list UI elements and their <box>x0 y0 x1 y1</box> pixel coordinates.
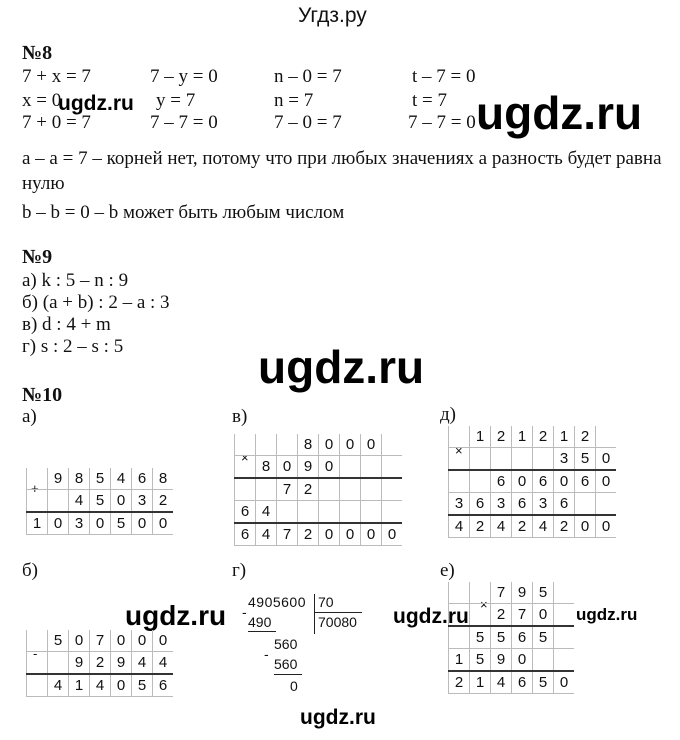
grid-cell: 5 <box>470 649 491 672</box>
grid-cell: 3 <box>554 448 575 471</box>
grid-cell: 0 <box>69 630 90 652</box>
grid-cell: 8 <box>153 468 174 490</box>
grid-cell: 5 <box>575 448 596 471</box>
grid-cell: 0 <box>596 515 617 538</box>
grid-cell: 2 <box>298 523 319 546</box>
watermark: ugdz.ru <box>393 605 469 628</box>
grid-row <box>449 426 617 448</box>
grid-row <box>235 523 403 546</box>
grid-cell: 9 <box>48 468 69 490</box>
grid-cell <box>449 582 470 604</box>
multiplication-grid-d <box>448 426 616 538</box>
grid-cell: 4 <box>256 523 277 546</box>
grid-cell: 0 <box>382 523 403 546</box>
grid-cell: 0 <box>512 470 533 493</box>
grid-row <box>27 630 174 652</box>
watermark: ugdz.ru <box>58 92 134 115</box>
grid-cell: 4 <box>90 674 111 697</box>
exercise-9-title: №9 <box>22 246 53 268</box>
grid-cell: 5 <box>491 626 512 649</box>
quotient: 70080 <box>318 614 357 630</box>
exercise-8-note-2: b – b = 0 – b может быть любым числом <box>22 202 345 223</box>
part-b-label: б) <box>22 560 38 581</box>
grid-cell <box>48 490 69 513</box>
grid-cell <box>340 501 361 524</box>
grid-cell: 0 <box>533 604 554 627</box>
subtrahend-1: 490 <box>248 614 272 630</box>
grid-cell <box>27 674 48 697</box>
grid-cell <box>596 426 617 448</box>
grid-row <box>27 674 174 697</box>
grid-cell: 3 <box>449 493 470 516</box>
grid-cell: 3 <box>491 493 512 516</box>
grid-cell: 2 <box>512 515 533 538</box>
grid-cell: 8 <box>256 456 277 479</box>
grid-cell <box>277 501 298 524</box>
grid-cell: 0 <box>48 512 69 535</box>
grid-cell: 8 <box>298 434 319 456</box>
grid-cell <box>340 478 361 501</box>
grid-cell: 6 <box>533 470 554 493</box>
grid-cell <box>533 649 554 672</box>
grid-cell: 5 <box>111 512 132 535</box>
grid-cell: 6 <box>235 523 256 546</box>
grid-cell: 7 <box>90 630 111 652</box>
remainder-step: 560 <box>274 636 298 652</box>
grid-cell: 4 <box>491 515 512 538</box>
grid-cell <box>319 478 340 501</box>
grid-cell: 1 <box>449 649 470 672</box>
watermark: ugdz.ru <box>576 605 638 624</box>
grid-cell <box>470 604 491 627</box>
grid-cell: 0 <box>596 448 617 471</box>
watermark: ugdz.ru <box>125 600 227 631</box>
grid-cell <box>575 493 596 516</box>
grid-cell: 0 <box>512 649 533 672</box>
subtraction-grid <box>26 630 173 697</box>
grid-cell: 3 <box>69 512 90 535</box>
grid-cell: 6 <box>153 674 174 697</box>
grid-cell <box>449 604 470 627</box>
grid-cell <box>554 649 575 672</box>
grid-cell: 2 <box>298 478 319 501</box>
grid-row <box>235 456 403 479</box>
grid-row <box>449 582 575 604</box>
grid-cell: 7 <box>512 604 533 627</box>
grid-cell: 6 <box>575 470 596 493</box>
watermark: ugdz.ru <box>476 87 643 139</box>
grid-cell: 9 <box>111 652 132 675</box>
addition-grid <box>26 468 173 535</box>
grid-cell: 5 <box>132 674 153 697</box>
grid-row <box>449 515 617 538</box>
grid-cell <box>235 478 256 501</box>
grid-row <box>235 478 403 501</box>
grid-cell: 0 <box>319 456 340 479</box>
grid-cell: 5 <box>533 626 554 649</box>
grid-cell: 0 <box>319 434 340 456</box>
grid-cell: 1 <box>470 426 491 448</box>
grid-cell: 4 <box>491 671 512 694</box>
grid-cell: 1 <box>554 426 575 448</box>
grid-cell: 0 <box>132 630 153 652</box>
grid-cell <box>319 501 340 524</box>
grid-row <box>27 468 174 490</box>
grid-cell <box>235 434 256 456</box>
grid-cell <box>340 456 361 479</box>
grid-cell: 9 <box>512 582 533 604</box>
grid-cell <box>27 630 48 652</box>
grid-cell <box>449 448 470 471</box>
grid-cell: 6 <box>512 493 533 516</box>
grid-cell: 0 <box>319 523 340 546</box>
grid-cell <box>27 468 48 490</box>
grid-row <box>27 512 174 535</box>
grid-row <box>449 671 575 694</box>
grid-cell: 2 <box>533 426 554 448</box>
grid-cell: 4 <box>153 652 174 675</box>
grid-cell <box>554 604 575 627</box>
list-item: в) d : 4 + m <box>22 314 111 335</box>
grid-cell: 0 <box>361 523 382 546</box>
grid-cell: 4 <box>69 490 90 513</box>
grid-cell: 2 <box>90 652 111 675</box>
grid-cell: 0 <box>361 434 382 456</box>
grid-cell: 0 <box>554 470 575 493</box>
grid-cell: 6 <box>554 493 575 516</box>
grid-cell: 6 <box>132 468 153 490</box>
multiplication-grid-e <box>448 582 574 694</box>
grid-cell: 7 <box>277 523 298 546</box>
grid-cell: 5 <box>533 582 554 604</box>
grid-cell: 0 <box>132 512 153 535</box>
grid-cell <box>27 490 48 513</box>
subtrahend-2: 560 <box>274 656 298 672</box>
grid-cell <box>382 478 403 501</box>
exercise-10-title: №10 <box>22 384 63 406</box>
grid-row <box>449 626 575 649</box>
grid-cell: 2 <box>491 604 512 627</box>
grid-cell <box>554 582 575 604</box>
grid-cell <box>512 448 533 471</box>
grid-cell: 0 <box>554 671 575 694</box>
grid-cell: 9 <box>491 649 512 672</box>
grid-row <box>449 470 617 493</box>
grid-row <box>235 434 403 456</box>
grid-cell: 2 <box>554 515 575 538</box>
grid-cell <box>449 470 470 493</box>
list-item: б) (a + b) : 2 – a : 3 <box>22 292 170 313</box>
grid-cell <box>27 652 48 675</box>
grid-cell: 4 <box>111 468 132 490</box>
minus-sign: - <box>33 646 38 661</box>
grid-cell <box>361 478 382 501</box>
list-item: г) s : 2 – s : 5 <box>22 336 124 357</box>
grid-cell <box>449 626 470 649</box>
grid-cell: 2 <box>575 426 596 448</box>
grid-row <box>27 652 174 675</box>
times-sign: × <box>241 450 249 465</box>
plus-sign: + <box>31 481 39 496</box>
grid-cell: 2 <box>491 426 512 448</box>
grid-cell: 0 <box>90 512 111 535</box>
grid-cell: 1 <box>512 426 533 448</box>
grid-cell: 5 <box>48 630 69 652</box>
divisor: 70 <box>318 594 334 610</box>
part-d-label: д) <box>440 404 456 425</box>
grid-row <box>27 490 174 513</box>
grid-row <box>449 493 617 516</box>
grid-row <box>449 649 575 672</box>
grid-cell <box>470 470 491 493</box>
exercise-8-title: №8 <box>22 42 53 64</box>
grid-cell: 6 <box>235 501 256 524</box>
part-v-label: в) <box>232 406 248 427</box>
grid-cell <box>277 434 298 456</box>
grid-cell: 0 <box>111 630 132 652</box>
grid-cell: 5 <box>90 490 111 513</box>
grid-cell: 0 <box>153 512 174 535</box>
grid-cell: 6 <box>491 470 512 493</box>
grid-cell: 6 <box>512 626 533 649</box>
grid-cell: 0 <box>340 523 361 546</box>
grid-cell <box>235 456 256 479</box>
grid-cell: 7 <box>491 582 512 604</box>
grid-cell: 7 <box>277 478 298 501</box>
grid-row <box>235 501 403 524</box>
grid-cell: 5 <box>533 671 554 694</box>
grid-cell: 8 <box>69 468 90 490</box>
grid-cell: 3 <box>132 490 153 513</box>
grid-cell <box>382 434 403 456</box>
grid-cell: 4 <box>449 515 470 538</box>
grid-cell <box>470 448 491 471</box>
remainder: 0 <box>290 678 298 694</box>
grid-cell: 9 <box>298 456 319 479</box>
dividend: 4905600 <box>248 594 307 610</box>
grid-cell <box>298 501 319 524</box>
grid-cell: 0 <box>575 515 596 538</box>
grid-cell <box>48 652 69 675</box>
part-e-label: е) <box>440 560 455 581</box>
grid-cell: 4 <box>132 652 153 675</box>
grid-cell <box>554 626 575 649</box>
grid-cell: 6 <box>470 493 491 516</box>
list-item: а) k : 5 – n : 9 <box>22 270 129 291</box>
grid-cell: 2 <box>153 490 174 513</box>
grid-cell: 5 <box>470 626 491 649</box>
grid-cell: 9 <box>69 652 90 675</box>
grid-cell: 1 <box>470 671 491 694</box>
part-g-label: г) <box>232 560 247 581</box>
grid-cell <box>491 448 512 471</box>
grid-cell: 6 <box>512 671 533 694</box>
grid-row <box>449 604 575 627</box>
grid-cell: 3 <box>533 493 554 516</box>
grid-cell: 2 <box>470 515 491 538</box>
exercise-8-note-1: a – a = 7 – корней нет, потому что при любых значениях a разность будет равна нулю <box>22 148 662 194</box>
grid-cell <box>470 582 491 604</box>
grid-row <box>449 448 617 471</box>
grid-cell: 4 <box>256 501 277 524</box>
grid-cell <box>361 456 382 479</box>
grid-cell <box>533 448 554 471</box>
grid-cell: 0 <box>153 630 174 652</box>
grid-cell: 0 <box>111 490 132 513</box>
grid-cell <box>382 501 403 524</box>
grid-cell <box>596 493 617 516</box>
grid-cell <box>449 426 470 448</box>
times-sign: × <box>455 443 463 458</box>
grid-cell: 4 <box>48 674 69 697</box>
grid-cell: 1 <box>27 512 48 535</box>
grid-cell: 4 <box>533 515 554 538</box>
multiplication-grid-v <box>234 434 402 546</box>
grid-cell: 5 <box>90 468 111 490</box>
grid-cell: 0 <box>111 674 132 697</box>
grid-cell: 0 <box>340 434 361 456</box>
watermark: ugdz.ru <box>300 706 376 729</box>
part-a-label: а) <box>22 406 37 427</box>
watermark: ugdz.ru <box>258 341 425 393</box>
times-sign: × <box>480 597 488 612</box>
grid-cell <box>256 434 277 456</box>
site-title: Угдз.ру <box>298 4 367 27</box>
grid-cell <box>361 501 382 524</box>
grid-cell: 0 <box>277 456 298 479</box>
grid-cell <box>256 478 277 501</box>
grid-cell: 2 <box>449 671 470 694</box>
grid-cell <box>382 456 403 479</box>
grid-cell: 1 <box>69 674 90 697</box>
grid-cell: 0 <box>596 470 617 493</box>
